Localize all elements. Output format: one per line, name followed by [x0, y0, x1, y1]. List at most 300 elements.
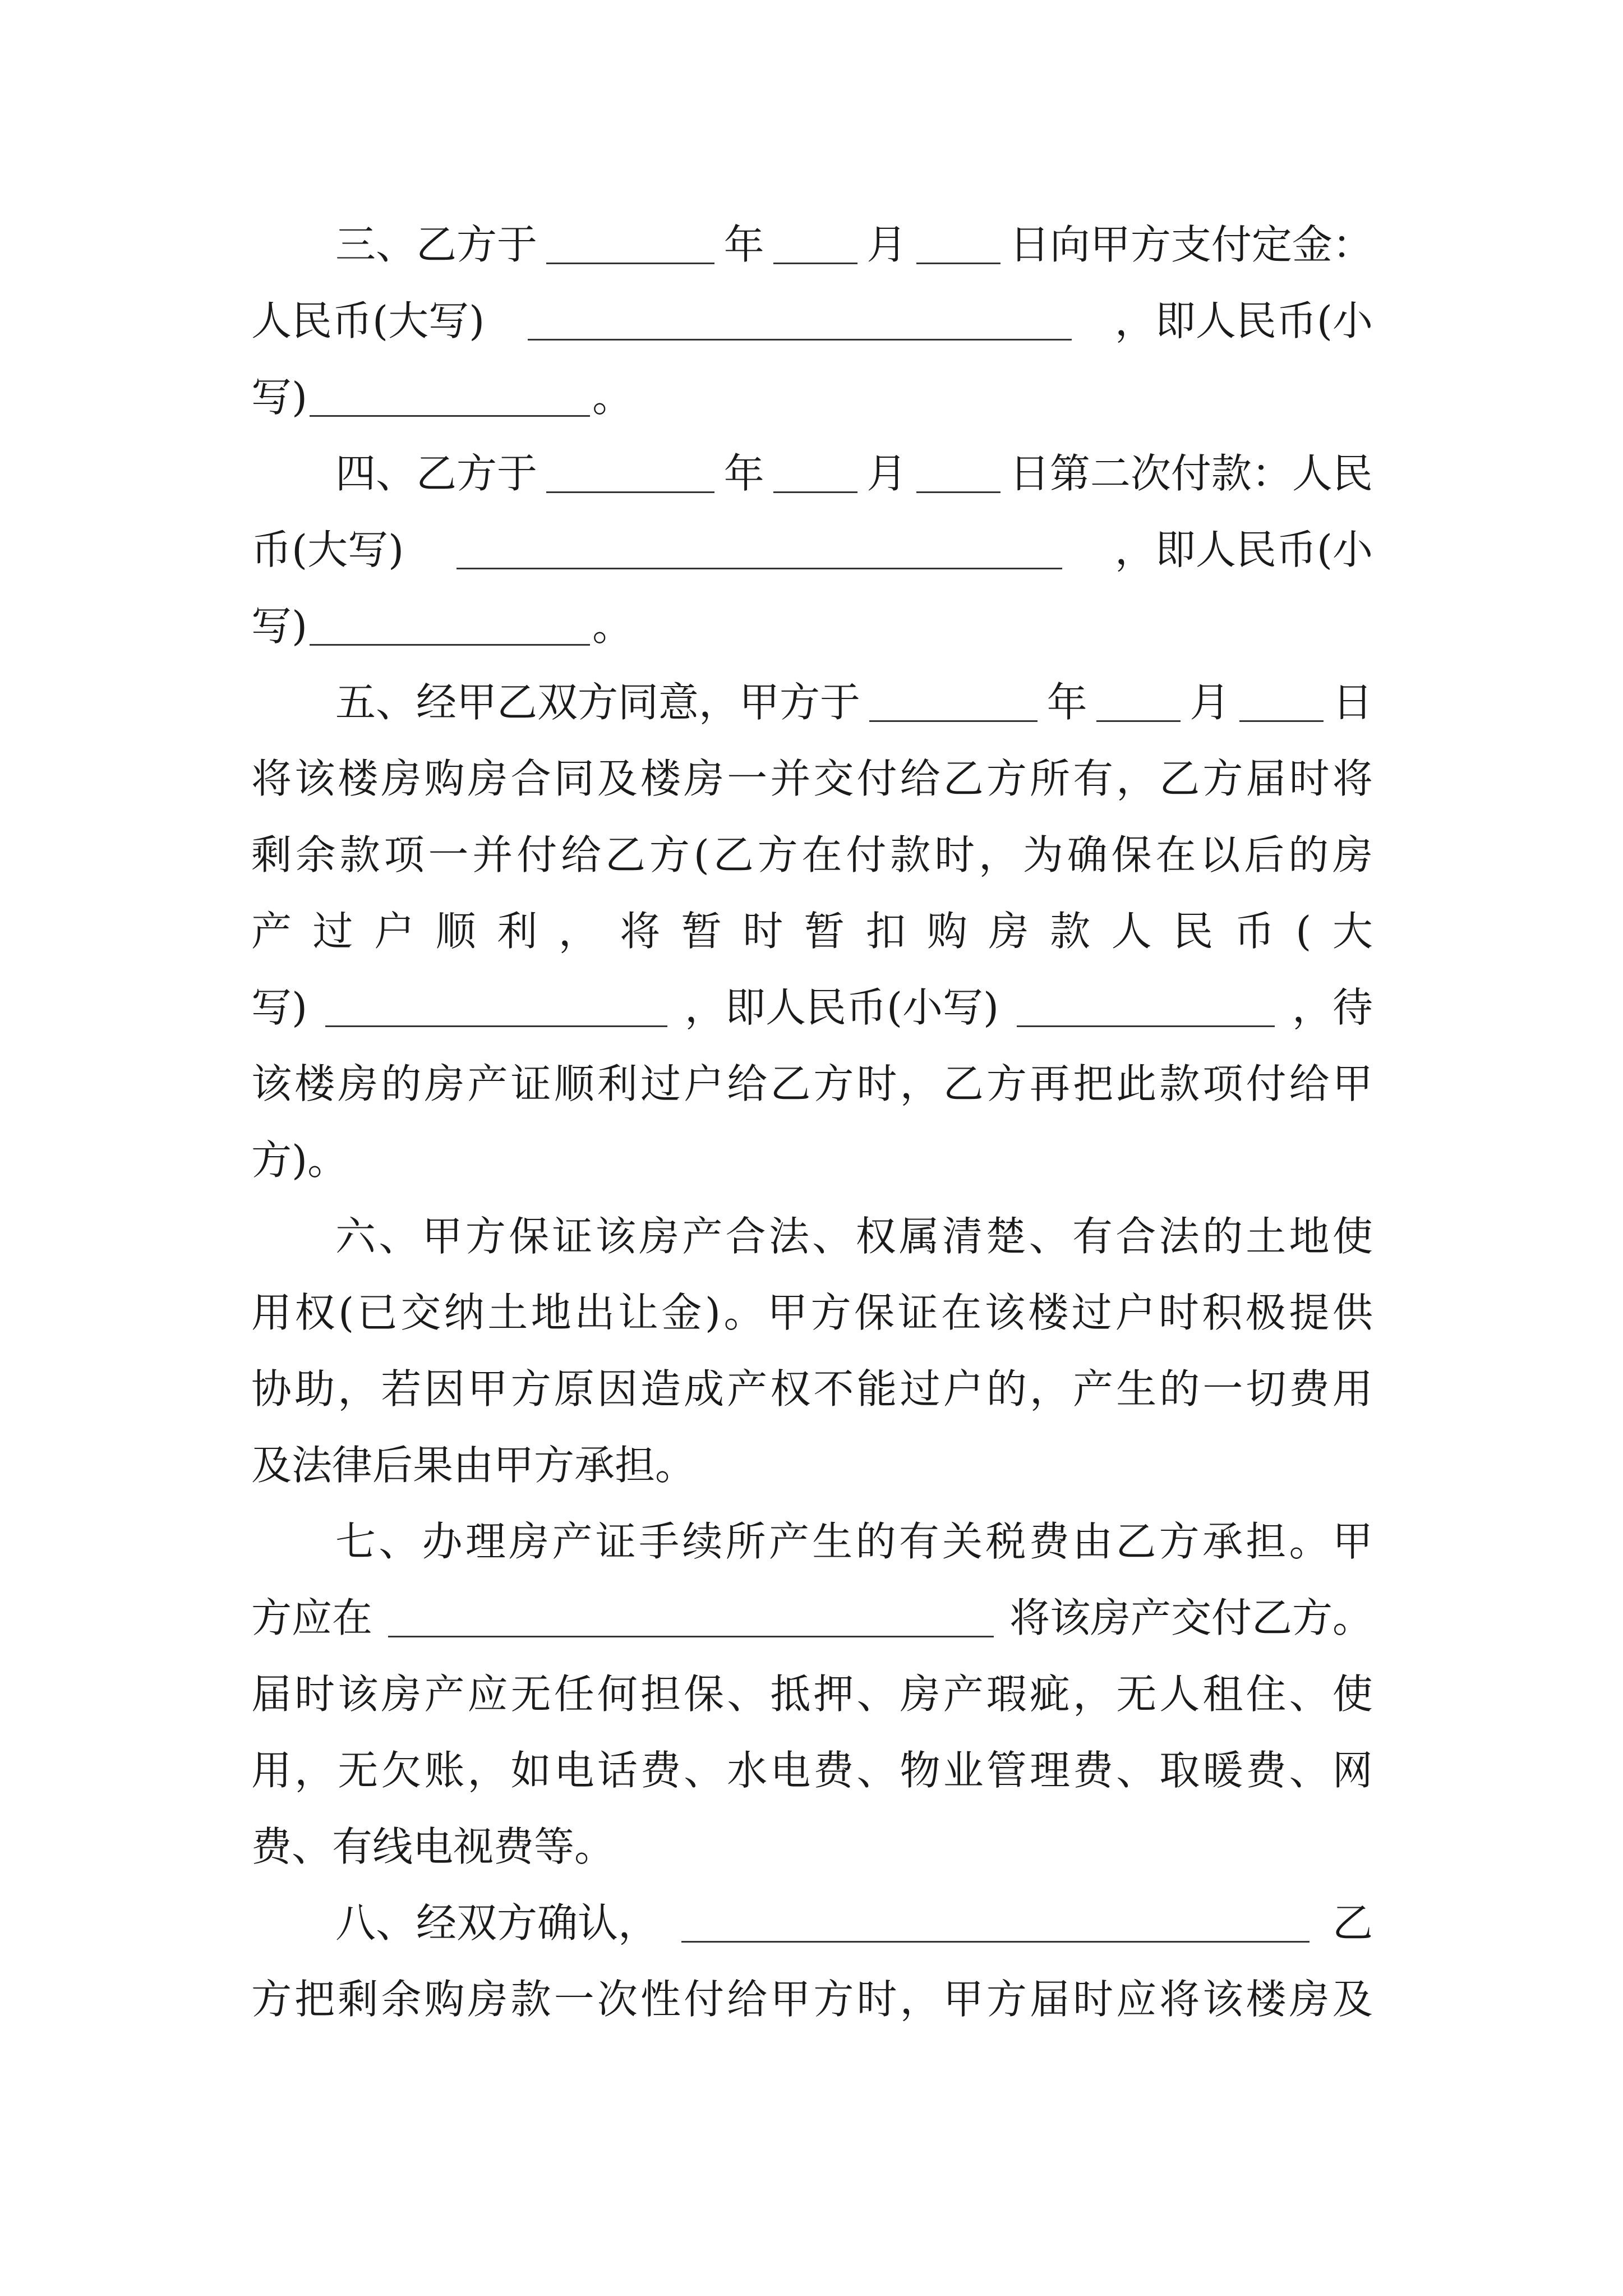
character: 保	[1111, 831, 1152, 878]
character: 同	[554, 755, 594, 802]
fill-blank-year	[546, 461, 714, 493]
character: 余	[381, 1976, 422, 2023]
character: 物	[900, 1747, 940, 1794]
character: 楼	[1028, 1289, 1069, 1336]
fill-blank-day	[916, 461, 1000, 493]
clause-5-line-2	[251, 740, 1373, 817]
text-segment: 方应在	[251, 1594, 373, 1641]
clause-5-line-1	[335, 664, 1373, 740]
fill-blank-month	[773, 232, 857, 264]
text-segment	[335, 1213, 1373, 1260]
text-segment: 年	[723, 221, 764, 268]
character: 纳	[444, 1289, 485, 1336]
character: 将	[251, 755, 292, 802]
character: 项	[1202, 1060, 1243, 1107]
character: 给	[727, 1976, 768, 2023]
character: 话	[597, 1747, 638, 1794]
character: 户	[1115, 1289, 1156, 1336]
character: 在	[1155, 831, 1196, 878]
character: 保	[509, 1213, 550, 1260]
character: 的	[1288, 831, 1329, 878]
character: 购	[424, 1976, 465, 2023]
character: 原	[554, 1365, 594, 1412]
character: 费	[640, 1747, 681, 1794]
character: 方	[810, 1289, 851, 1336]
clause-7-line-3	[251, 1656, 1373, 1732]
character: 保	[684, 1671, 725, 1718]
character: 暂	[804, 908, 845, 955]
character: (	[1295, 908, 1312, 955]
character: 甲	[770, 1976, 811, 2023]
character: 法	[768, 1213, 809, 1260]
text-segment: ，即人民币(小	[1114, 297, 1373, 344]
character: 购	[927, 908, 968, 955]
character: 付	[846, 831, 887, 878]
character: 给	[1289, 1060, 1330, 1107]
character: 将	[1159, 1976, 1200, 2023]
character: 房	[467, 1976, 508, 2023]
character: 的	[1202, 1213, 1243, 1260]
character: (	[338, 1289, 354, 1336]
character: 所	[725, 1518, 766, 1565]
character: 供	[1332, 1289, 1373, 1336]
character: 、	[727, 1671, 768, 1718]
character: 过	[312, 908, 353, 955]
character: 、	[379, 1213, 419, 1260]
character: 给	[561, 831, 602, 878]
character: 使	[1332, 1213, 1373, 1260]
text-segment: 将该房产交付乙方。	[1009, 1594, 1373, 1641]
character: ，	[338, 1365, 379, 1412]
character: 由	[1072, 1518, 1113, 1565]
character: 暖	[1202, 1747, 1243, 1794]
character: 顺	[435, 908, 476, 955]
character: 人	[1159, 1671, 1200, 1718]
character: ，	[900, 1976, 940, 2023]
character: 因	[424, 1365, 465, 1412]
character: 方	[813, 1976, 854, 2023]
fill-blank-day	[916, 232, 1000, 264]
character: 币	[1234, 908, 1275, 955]
character: 业	[943, 1747, 984, 1794]
character: 费	[1073, 1747, 1114, 1794]
text-segment: 月	[866, 221, 907, 268]
text-segment	[251, 1671, 1373, 1718]
text-segment	[251, 1289, 1373, 1336]
character: 有	[1072, 1213, 1113, 1260]
character: 七	[335, 1518, 376, 1565]
character: 产	[467, 1060, 508, 1107]
text-segment	[251, 755, 1373, 802]
text-segment: 五、经甲乙双方同意，甲方于	[335, 679, 861, 726]
clause-3-line-3	[251, 359, 1373, 435]
character: 款	[339, 831, 380, 878]
character: 时	[856, 1060, 897, 1107]
character: 费	[1246, 1747, 1287, 1794]
clause-6-line-1	[335, 1198, 1373, 1274]
clause-5-line-3	[251, 817, 1373, 893]
clause-7-line-5	[251, 1809, 1373, 1885]
text-segment: 方)。	[251, 1137, 348, 1184]
character: 甲	[467, 1365, 508, 1412]
fill-blank-amount-uppercase	[528, 308, 1072, 341]
character: 抵	[770, 1671, 811, 1718]
character: 保	[854, 1289, 895, 1336]
character: 方	[510, 1365, 551, 1412]
character: 房	[338, 1060, 379, 1107]
character: 方	[649, 831, 690, 878]
text-segment: 年	[1046, 679, 1087, 726]
character: 房	[509, 1518, 550, 1565]
character: 如	[510, 1747, 551, 1794]
character: 乙	[770, 1060, 811, 1107]
character: 户	[684, 1060, 725, 1107]
character: 法	[1159, 1213, 1200, 1260]
character: 款	[510, 1976, 551, 2023]
text-segment	[251, 1976, 1373, 2023]
character: 付	[1246, 1060, 1287, 1107]
text-segment: 三、乙方于	[335, 221, 538, 268]
text-segment: 四、乙方于	[335, 450, 538, 497]
character: 给	[727, 1060, 768, 1107]
character: 任	[554, 1671, 594, 1718]
character: 次	[597, 1976, 638, 2023]
text-segment: 日第二次付款：人民	[1009, 450, 1373, 497]
character: 剩	[338, 1976, 379, 2023]
character: 、	[856, 1747, 897, 1794]
character: 成	[684, 1365, 725, 1412]
fill-blank-amount-lowercase	[310, 613, 590, 646]
character: 付	[517, 831, 557, 878]
character: 的	[986, 1365, 1027, 1412]
character: 再	[1029, 1060, 1070, 1107]
character: 房	[684, 755, 725, 802]
character: ，	[1073, 1671, 1114, 1718]
character: 利	[597, 1060, 638, 1107]
character: 方	[986, 1060, 1027, 1107]
character: 产	[682, 1213, 723, 1260]
character: 剩	[251, 831, 292, 878]
character: 担	[1246, 1518, 1287, 1565]
character: 合	[725, 1213, 766, 1260]
character: 产	[768, 1518, 809, 1565]
clause-6-line-4	[251, 1427, 1373, 1503]
character: 、	[812, 1213, 853, 1260]
fill-blank-year	[546, 232, 714, 264]
clause-5-line-6	[251, 1046, 1373, 1122]
character: 产	[552, 1518, 593, 1565]
character: 、	[684, 1747, 725, 1794]
character: 甲	[422, 1213, 463, 1260]
character: 款	[1050, 908, 1091, 955]
character: 楼	[294, 1060, 335, 1107]
character: 所	[1029, 755, 1070, 802]
character: )	[704, 1289, 721, 1336]
character: 乙	[1159, 755, 1200, 802]
text-segment: 费、有线电视费等。	[251, 1823, 615, 1870]
character: 有	[1073, 755, 1114, 802]
character: 款	[1159, 1060, 1200, 1107]
text-segment: 写)	[251, 602, 308, 650]
character: 清	[942, 1213, 983, 1260]
character: 顺	[554, 1060, 594, 1107]
character: 付	[856, 755, 897, 802]
character: 已	[357, 1289, 398, 1336]
character: 地	[1289, 1213, 1330, 1260]
character: 产	[251, 908, 292, 955]
character: 过	[640, 1060, 681, 1107]
text-segment: 。	[592, 374, 633, 421]
character: 押	[813, 1671, 854, 1718]
character: 无	[1116, 1671, 1157, 1718]
character: 造	[640, 1365, 681, 1412]
text-segment: 日向甲方支付定金：	[1009, 221, 1373, 268]
text-segment: ，即人民币(小	[1114, 526, 1373, 573]
character: 后	[1244, 831, 1285, 878]
text-segment: 月	[1189, 679, 1230, 726]
character: 租	[1202, 1671, 1243, 1718]
character: 应	[467, 1671, 508, 1718]
character: 购	[424, 755, 465, 802]
clause-4-line-2	[251, 512, 1373, 588]
character: 房	[1289, 1976, 1330, 2023]
character: 方	[986, 1976, 1027, 2023]
character: 水	[727, 1747, 768, 1794]
character: 出	[574, 1289, 615, 1336]
fill-blank-day	[1239, 689, 1324, 722]
character: 证	[552, 1213, 593, 1260]
character: 交	[400, 1289, 441, 1336]
character: 房	[381, 1671, 422, 1718]
character: 方	[1202, 755, 1243, 802]
text-segment	[251, 1060, 1373, 1107]
clause-4-line-1	[335, 435, 1373, 512]
character: 房	[1332, 831, 1373, 878]
character: ，	[558, 908, 599, 955]
fill-blank-condition	[681, 1910, 1310, 1943]
character: 、	[1116, 1747, 1157, 1794]
character: 甲	[943, 1976, 984, 2023]
clause-7-line-1	[335, 1503, 1373, 1580]
character: 该	[595, 1213, 636, 1260]
character: 交	[813, 755, 854, 802]
character: 乙	[713, 831, 754, 878]
character: 、	[1289, 1747, 1330, 1794]
character: ，	[467, 1747, 508, 1794]
character: 极	[1245, 1289, 1286, 1336]
clause-6-line-2	[251, 1274, 1373, 1351]
character: 、	[1289, 1671, 1330, 1718]
character: 地	[531, 1289, 571, 1336]
text-segment: 年	[723, 450, 764, 497]
character: 方	[1159, 1518, 1200, 1565]
character: 一	[554, 1976, 594, 2023]
fill-blank-amount-lowercase	[1017, 995, 1275, 1027]
character: 能	[856, 1365, 897, 1412]
character: 过	[900, 1365, 940, 1412]
text-segment: 八、经双方确认，	[335, 1899, 659, 1947]
character: 。	[723, 1289, 764, 1336]
text-segment	[251, 1365, 1373, 1412]
text-segment: 乙	[1332, 1899, 1373, 1947]
character: 楼	[1246, 1976, 1287, 2023]
character: 时	[856, 1976, 897, 2023]
character: 利	[497, 908, 538, 955]
character: 提	[1289, 1289, 1330, 1336]
character: 方	[251, 1976, 292, 2023]
character: 切	[1246, 1365, 1287, 1412]
text-segment: 及法律后果由甲方承担。	[251, 1442, 696, 1489]
character: 若	[381, 1365, 422, 1412]
character: 乙	[1115, 1518, 1156, 1565]
character: 在	[801, 831, 842, 878]
character: 、	[1029, 1213, 1069, 1260]
character: 账	[424, 1747, 465, 1794]
character: 电	[554, 1747, 594, 1794]
clause-3-line-1	[335, 206, 1373, 283]
text-segment: 写)	[251, 374, 308, 421]
character: 担	[640, 1671, 681, 1718]
character: 并	[770, 755, 811, 802]
character: 方	[986, 755, 1027, 802]
character: 过	[1071, 1289, 1112, 1336]
clause-8-line-2	[251, 1961, 1373, 2037]
fill-blank-amount-lowercase	[310, 384, 590, 417]
character: 把	[294, 1976, 335, 2023]
character: 在	[941, 1289, 982, 1336]
character: 性	[640, 1976, 681, 2023]
character: 网	[1332, 1747, 1373, 1794]
character: 及	[597, 755, 638, 802]
character: 瑕	[986, 1671, 1027, 1718]
character: 有	[898, 1518, 939, 1565]
text-segment: ，即人民币(小写)	[684, 984, 999, 1031]
character: 办	[422, 1518, 463, 1565]
character: 用	[251, 1747, 292, 1794]
text-segment: 日	[1332, 679, 1373, 726]
character: 产	[727, 1365, 768, 1412]
fill-blank-year	[869, 689, 1038, 722]
character: 届	[1246, 755, 1287, 802]
character: 六	[335, 1213, 376, 1260]
character: 费	[1289, 1365, 1330, 1412]
character: 产	[424, 1671, 465, 1718]
character: 以	[1200, 831, 1241, 878]
character: 把	[1073, 1060, 1114, 1107]
character: 为	[1022, 831, 1063, 878]
character: 合	[1115, 1213, 1156, 1260]
text-segment: 人民币(大写)	[251, 297, 485, 344]
character: 续	[682, 1518, 723, 1565]
character: 乙	[943, 755, 984, 802]
character: 产	[943, 1671, 984, 1718]
character: 楼	[640, 755, 681, 802]
clause-8-line-1	[335, 1885, 1373, 1961]
fill-blank-month	[1096, 689, 1181, 722]
character: 确	[1067, 831, 1108, 878]
character: 时	[743, 908, 783, 955]
character: 权	[770, 1365, 811, 1412]
character: 时	[1289, 755, 1330, 802]
character: 一	[1202, 1365, 1243, 1412]
character: 将	[620, 908, 661, 955]
character: 款	[890, 831, 931, 878]
text-segment: 。	[592, 602, 633, 650]
character: 时	[934, 831, 975, 878]
fill-blank-date	[388, 1605, 994, 1637]
character: 乙	[605, 831, 646, 878]
clause-5-line-7	[251, 1122, 1373, 1198]
character: 手	[639, 1518, 680, 1565]
character: 使	[1332, 1671, 1373, 1718]
character: ，	[1116, 755, 1157, 802]
clause-5-line-4	[251, 893, 1373, 969]
character: ，	[294, 1747, 335, 1794]
character: 税	[985, 1518, 1026, 1565]
character: 管	[986, 1747, 1027, 1794]
character: 无	[338, 1747, 379, 1794]
fill-blank-month	[773, 461, 857, 493]
clause-3-line-2	[251, 283, 1373, 359]
clause-7-line-2	[251, 1580, 1373, 1656]
character: 证	[595, 1518, 636, 1565]
character: 取	[1159, 1747, 1200, 1794]
character: ，	[1029, 1365, 1070, 1412]
character: 该	[251, 1060, 292, 1107]
character: 不	[813, 1365, 854, 1412]
character: 届	[251, 1671, 292, 1718]
clause-7-line-4	[251, 1732, 1373, 1809]
character: 、	[379, 1518, 419, 1565]
character: ，	[978, 831, 1019, 878]
character: 何	[597, 1671, 638, 1718]
character: 项	[384, 831, 425, 878]
character: 房	[900, 1671, 940, 1718]
character: 承	[1202, 1518, 1243, 1565]
character: 房	[467, 755, 508, 802]
clause-5-line-5	[251, 969, 1373, 1046]
character: 给	[900, 755, 940, 802]
character: 生	[812, 1518, 853, 1565]
character: 理	[465, 1518, 506, 1565]
character: 方	[465, 1213, 506, 1260]
character: 积	[1202, 1289, 1243, 1336]
character: 人	[1111, 908, 1152, 955]
character: 生	[1116, 1365, 1157, 1412]
character: 助	[294, 1365, 335, 1412]
character: 该	[984, 1289, 1025, 1336]
character: 扣	[865, 908, 906, 955]
text-segment	[251, 1747, 1373, 1794]
character: 甲	[767, 1289, 808, 1336]
character: 应	[1116, 1976, 1157, 2023]
character: 、	[856, 1671, 897, 1718]
character: 电	[770, 1747, 811, 1794]
character: 时	[1073, 1976, 1114, 2023]
character: 甲	[1332, 1518, 1373, 1565]
character: 大	[1332, 908, 1373, 955]
character: 关	[942, 1518, 983, 1565]
character: 房	[381, 755, 422, 802]
character: 住	[1246, 1671, 1287, 1718]
character: 一	[428, 831, 469, 878]
text-segment	[335, 1518, 1373, 1565]
character: 的	[855, 1518, 896, 1565]
character: 民	[1173, 908, 1214, 955]
character: 费	[813, 1747, 854, 1794]
character: 楼	[338, 755, 379, 802]
text-segment: 月	[866, 450, 907, 497]
